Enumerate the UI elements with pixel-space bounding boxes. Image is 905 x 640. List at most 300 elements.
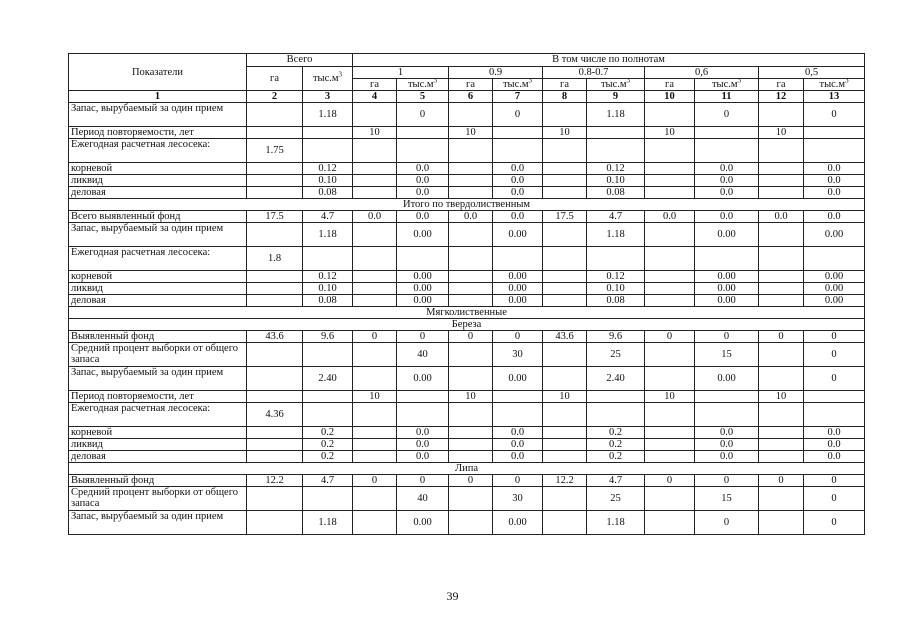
- table-cell: 0.00: [695, 295, 759, 307]
- table-cell: [247, 187, 303, 199]
- table-cell: 0.0: [493, 211, 543, 223]
- table-cell: [449, 223, 493, 247]
- table-cell: 0.00: [493, 283, 543, 295]
- table-cell: [543, 343, 587, 367]
- table-cell: 4.7: [587, 475, 645, 487]
- table-cell: 0.00: [804, 283, 865, 295]
- row-label: корневой: [69, 163, 247, 175]
- table-row: [69, 283, 865, 295]
- column-number: 1: [69, 91, 247, 103]
- table-cell: [645, 439, 695, 451]
- table-cell: 0.0: [695, 187, 759, 199]
- table-cell: [645, 451, 695, 463]
- table-cell: [247, 439, 303, 451]
- header-total: Всего: [247, 54, 353, 67]
- table-cell: 0.0: [804, 163, 865, 175]
- table-cell: [353, 487, 397, 511]
- row-label: Выявленный фонд: [69, 475, 247, 487]
- table-cell: [759, 187, 804, 199]
- table-cell: 0.0: [397, 175, 449, 187]
- header-total-volume: $тыс.м^3$: [303, 67, 353, 91]
- table-cell: [645, 283, 695, 295]
- table-cell: [543, 367, 587, 391]
- table-cell: 0.0: [397, 211, 449, 223]
- table-cell: [543, 271, 587, 283]
- table-cell: 4.36: [247, 403, 303, 427]
- table-cell: [353, 175, 397, 187]
- column-number: 8: [543, 91, 587, 103]
- table-cell: 0.0: [695, 163, 759, 175]
- table-row: [69, 127, 865, 139]
- table-row: [69, 175, 865, 187]
- table-cell: 0: [759, 331, 804, 343]
- table-cell: 0: [804, 103, 865, 127]
- table-cell: [397, 247, 449, 271]
- header-unit-ha: га: [645, 79, 695, 91]
- header-density-0-8-0-7: 0.8-0.7: [543, 67, 645, 79]
- row-label: Ежегодная расчетная лесосека:: [69, 139, 247, 163]
- table-cell: [353, 187, 397, 199]
- table-cell: 0.00: [397, 223, 449, 247]
- table-row: [69, 247, 865, 271]
- table-cell: 0.00: [493, 295, 543, 307]
- table-cell: [759, 367, 804, 391]
- table-cell: 10: [449, 127, 493, 139]
- table-cell: 0.00: [397, 283, 449, 295]
- table-cell: 0: [804, 475, 865, 487]
- table-cell: 40: [397, 487, 449, 511]
- table-cell: 30: [493, 343, 543, 367]
- table-cell: 15: [695, 343, 759, 367]
- table-cell: [449, 403, 493, 427]
- table-cell: [449, 427, 493, 439]
- table-cell: [759, 403, 804, 427]
- table-cell: 0.0: [493, 175, 543, 187]
- table-cell: 0.2: [587, 451, 645, 463]
- row-label: Запас, вырубаемый за один прием: [69, 511, 247, 535]
- table-cell: 0.08: [303, 187, 353, 199]
- table-cell: [449, 187, 493, 199]
- table-cell: 10: [449, 391, 493, 403]
- table-cell: [493, 139, 543, 163]
- table-cell: 0.10: [303, 283, 353, 295]
- table-cell: [353, 403, 397, 427]
- row-label: Выявленный фонд: [69, 331, 247, 343]
- table-cell: 4.7: [303, 211, 353, 223]
- header-unit-volume: $тыс.м^3$: [587, 79, 645, 91]
- table-cell: 0: [804, 511, 865, 535]
- table-cell: 4.7: [587, 211, 645, 223]
- table-row: [69, 439, 865, 451]
- table-cell: 1.18: [303, 223, 353, 247]
- table-cell: [645, 367, 695, 391]
- table-cell: [587, 127, 645, 139]
- table-cell: [353, 367, 397, 391]
- table-row: [69, 163, 865, 175]
- table-cell: [247, 343, 303, 367]
- table-cell: [759, 139, 804, 163]
- table-cell: 0.10: [587, 283, 645, 295]
- table-cell: 0.0: [397, 451, 449, 463]
- table-cell: [587, 391, 645, 403]
- page-number: 39: [446, 589, 459, 603]
- table-cell: 0.0: [493, 163, 543, 175]
- table-cell: [759, 343, 804, 367]
- table-cell: 0.2: [587, 427, 645, 439]
- table-cell: 0.12: [587, 163, 645, 175]
- table-cell: 1.18: [587, 103, 645, 127]
- table-cell: [759, 427, 804, 439]
- table-cell: [759, 175, 804, 187]
- table-cell: [449, 511, 493, 535]
- table-cell: 1.18: [587, 223, 645, 247]
- column-number: 2: [247, 91, 303, 103]
- table-cell: 0.0: [695, 439, 759, 451]
- table-cell: 1.18: [587, 511, 645, 535]
- table-cell: [247, 103, 303, 127]
- table-cell: 0.00: [493, 367, 543, 391]
- table-cell: 0.12: [587, 271, 645, 283]
- column-number: 6: [449, 91, 493, 103]
- row-label: корневой: [69, 427, 247, 439]
- table-row: [69, 511, 865, 535]
- table-cell: 2.40: [303, 367, 353, 391]
- table-cell: [303, 343, 353, 367]
- header-density-0-5: 0,5: [759, 67, 865, 79]
- table-cell: [493, 403, 543, 427]
- table-row: [69, 367, 865, 391]
- table-cell: [303, 487, 353, 511]
- table-cell: 0: [493, 103, 543, 127]
- header-unit-volume: $тыс.м^3$: [695, 79, 759, 91]
- table-cell: 0.0: [695, 175, 759, 187]
- column-number: 11: [695, 91, 759, 103]
- table-cell: 0.00: [397, 511, 449, 535]
- table-cell: 10: [759, 127, 804, 139]
- table-cell: [645, 343, 695, 367]
- table-cell: [695, 127, 759, 139]
- table-cell: [759, 271, 804, 283]
- table-cell: [543, 487, 587, 511]
- table-cell: 9.6: [303, 331, 353, 343]
- table-cell: [645, 427, 695, 439]
- table-cell: 0.10: [587, 175, 645, 187]
- header-unit-ha: га: [449, 79, 493, 91]
- table-cell: [759, 511, 804, 535]
- table-cell: 0.08: [303, 295, 353, 307]
- section-title: Береза: [69, 319, 865, 331]
- table-cell: 0: [493, 331, 543, 343]
- table-cell: [759, 451, 804, 463]
- column-number: 12: [759, 91, 804, 103]
- section-row: [69, 463, 865, 475]
- table-cell: [353, 139, 397, 163]
- row-label: Запас, вырубаемый за один прием: [69, 223, 247, 247]
- table-cell: 0: [493, 475, 543, 487]
- table-cell: [353, 439, 397, 451]
- table-cell: [449, 163, 493, 175]
- section-row: [69, 307, 865, 319]
- row-label: Период повторяемости, лет: [69, 391, 247, 403]
- table-cell: [397, 127, 449, 139]
- table-cell: [543, 223, 587, 247]
- header-density-0-9: 0.9: [449, 67, 543, 79]
- table-cell: [247, 295, 303, 307]
- table-cell: 0: [397, 331, 449, 343]
- table-cell: 0.0: [493, 451, 543, 463]
- table-cell: [543, 247, 587, 271]
- forest-felling-table: [68, 53, 865, 535]
- table-cell: [695, 247, 759, 271]
- table-row: [69, 487, 865, 511]
- table-cell: 1.18: [303, 103, 353, 127]
- table-row: [69, 331, 865, 343]
- table-cell: [247, 223, 303, 247]
- row-label: Запас, вырубаемый за один прием: [69, 367, 247, 391]
- table-cell: [353, 511, 397, 535]
- table-cell: [645, 295, 695, 307]
- row-label: Запас, вырубаемый за один прием: [69, 103, 247, 127]
- table-cell: 0: [695, 103, 759, 127]
- table-cell: 15: [695, 487, 759, 511]
- row-label: Ежегодная расчетная лесосека:: [69, 247, 247, 271]
- row-label: Всего выявленный фонд: [69, 211, 247, 223]
- table-cell: [247, 283, 303, 295]
- row-label: Средний процент выборки от общего запаса: [69, 343, 247, 367]
- table-cell: [543, 139, 587, 163]
- table-cell: 0.00: [695, 271, 759, 283]
- table-cell: [493, 391, 543, 403]
- table-cell: 0.00: [804, 271, 865, 283]
- table-cell: 0.00: [397, 271, 449, 283]
- table-cell: [543, 187, 587, 199]
- table-cell: [759, 283, 804, 295]
- table-cell: 40: [397, 343, 449, 367]
- table-cell: [543, 103, 587, 127]
- table-cell: 0: [804, 343, 865, 367]
- table-row: [69, 451, 865, 463]
- table-cell: 10: [543, 127, 587, 139]
- column-number: 9: [587, 91, 645, 103]
- header-unit-volume: $тыс.м^3$: [397, 79, 449, 91]
- column-number: 10: [645, 91, 695, 103]
- table-cell: [353, 103, 397, 127]
- table-cell: 0.00: [804, 223, 865, 247]
- table-cell: [247, 391, 303, 403]
- row-label: ликвид: [69, 439, 247, 451]
- table-cell: 0: [397, 475, 449, 487]
- table-row: [69, 103, 865, 127]
- table-cell: [449, 295, 493, 307]
- table-cell: 10: [353, 391, 397, 403]
- table-cell: 0.0: [397, 187, 449, 199]
- table-cell: [303, 391, 353, 403]
- table-cell: 10: [645, 391, 695, 403]
- table-cell: [449, 283, 493, 295]
- table-cell: 25: [587, 343, 645, 367]
- table-cell: 0: [449, 331, 493, 343]
- column-number: 7: [493, 91, 543, 103]
- table-cell: 1.75: [247, 139, 303, 163]
- header-unit-ha: га: [543, 79, 587, 91]
- table-cell: 43.6: [247, 331, 303, 343]
- table-row: [69, 391, 865, 403]
- header-total-ha: га: [247, 67, 303, 91]
- table-cell: [645, 175, 695, 187]
- table-cell: 0.0: [804, 427, 865, 439]
- table-cell: 0: [645, 331, 695, 343]
- table-cell: 0: [353, 475, 397, 487]
- table-cell: 0.2: [303, 427, 353, 439]
- table-cell: 0.0: [397, 163, 449, 175]
- table-row: [69, 223, 865, 247]
- table-cell: [543, 295, 587, 307]
- table-cell: [449, 247, 493, 271]
- table-cell: 0.0: [804, 175, 865, 187]
- table-cell: [645, 223, 695, 247]
- table-cell: [759, 163, 804, 175]
- table-cell: 0.2: [303, 451, 353, 463]
- table-cell: [543, 439, 587, 451]
- table-cell: [759, 439, 804, 451]
- section-title: Итого по твердолиственным: [69, 199, 865, 211]
- table-cell: [397, 403, 449, 427]
- table-cell: 0: [759, 475, 804, 487]
- column-number: 5: [397, 91, 449, 103]
- table-cell: 0.0: [449, 211, 493, 223]
- table-row: [69, 187, 865, 199]
- table-row: [69, 139, 865, 163]
- table-cell: 4.7: [303, 475, 353, 487]
- table-row: [69, 271, 865, 283]
- table-cell: [397, 139, 449, 163]
- section-title: Мягколиственные: [69, 307, 865, 319]
- table-cell: 0: [804, 487, 865, 511]
- column-number: 4: [353, 91, 397, 103]
- section-row: [69, 199, 865, 211]
- table-cell: 0: [449, 475, 493, 487]
- table-cell: 0.00: [493, 223, 543, 247]
- table-cell: [759, 295, 804, 307]
- table-cell: [303, 247, 353, 271]
- table-cell: [353, 283, 397, 295]
- table-cell: [449, 487, 493, 511]
- table-cell: [543, 427, 587, 439]
- table-cell: 0.2: [303, 439, 353, 451]
- table-cell: 10: [353, 127, 397, 139]
- row-label: ликвид: [69, 175, 247, 187]
- table-row: [69, 343, 865, 367]
- table-cell: 17.5: [543, 211, 587, 223]
- table-cell: 0.2: [587, 439, 645, 451]
- table-cell: [303, 403, 353, 427]
- table-cell: [247, 487, 303, 511]
- table-cell: 0: [397, 103, 449, 127]
- header-density-1: 1: [353, 67, 449, 79]
- table-cell: 0.12: [303, 271, 353, 283]
- row-label: корневой: [69, 271, 247, 283]
- table-cell: [759, 223, 804, 247]
- table-row: [69, 295, 865, 307]
- table-cell: [247, 127, 303, 139]
- table-cell: [804, 403, 865, 427]
- table-cell: [247, 427, 303, 439]
- table-cell: 0.0: [353, 211, 397, 223]
- table-cell: [397, 391, 449, 403]
- table-cell: 30: [493, 487, 543, 511]
- table-cell: 0.00: [397, 295, 449, 307]
- table-cell: [247, 271, 303, 283]
- table-cell: 0.0: [695, 211, 759, 223]
- table-cell: [543, 175, 587, 187]
- row-label: деловая: [69, 187, 247, 199]
- table-cell: [449, 367, 493, 391]
- table-cell: [645, 511, 695, 535]
- table-cell: [759, 103, 804, 127]
- table-cell: [645, 247, 695, 271]
- table-row: [69, 427, 865, 439]
- header-column-numbers-row: [69, 91, 865, 103]
- section-row: [69, 319, 865, 331]
- table-cell: 0.0: [493, 439, 543, 451]
- table-cell: 0.0: [804, 187, 865, 199]
- table-cell: [449, 175, 493, 187]
- table-cell: [645, 187, 695, 199]
- table-cell: [247, 175, 303, 187]
- table-cell: [493, 127, 543, 139]
- table-cell: [645, 403, 695, 427]
- table-cell: 2.40: [587, 367, 645, 391]
- table-cell: [353, 223, 397, 247]
- table-cell: [645, 103, 695, 127]
- table-cell: 0.00: [397, 367, 449, 391]
- table-row: [69, 211, 865, 223]
- table-cell: 1.18: [303, 511, 353, 535]
- table-cell: 0.0: [695, 427, 759, 439]
- table-cell: [645, 487, 695, 511]
- table-cell: 0: [804, 367, 865, 391]
- row-label: деловая: [69, 295, 247, 307]
- table-cell: [543, 403, 587, 427]
- row-label: Ежегодная расчетная лесосека:: [69, 403, 247, 427]
- table-cell: 0.0: [804, 451, 865, 463]
- table-cell: [247, 163, 303, 175]
- table-cell: [804, 247, 865, 271]
- table-cell: 0.0: [759, 211, 804, 223]
- table-cell: 0.08: [587, 187, 645, 199]
- table-cell: [543, 163, 587, 175]
- table-cell: [449, 271, 493, 283]
- table-cell: [759, 487, 804, 511]
- table-cell: 0.0: [397, 439, 449, 451]
- table-cell: 0.00: [493, 511, 543, 535]
- table-body: [69, 103, 865, 535]
- table-cell: 25: [587, 487, 645, 511]
- table-cell: 10: [645, 127, 695, 139]
- table-cell: [303, 139, 353, 163]
- table-cell: 0.0: [804, 211, 865, 223]
- table-cell: 0.00: [804, 295, 865, 307]
- table-cell: 0: [804, 331, 865, 343]
- table-cell: [449, 343, 493, 367]
- table-cell: [353, 343, 397, 367]
- table-cell: [804, 139, 865, 163]
- table-cell: 0.08: [587, 295, 645, 307]
- header-indicators: Показатели: [69, 54, 247, 91]
- section-title: Липа: [69, 463, 865, 475]
- table-cell: [247, 367, 303, 391]
- table-cell: [645, 163, 695, 175]
